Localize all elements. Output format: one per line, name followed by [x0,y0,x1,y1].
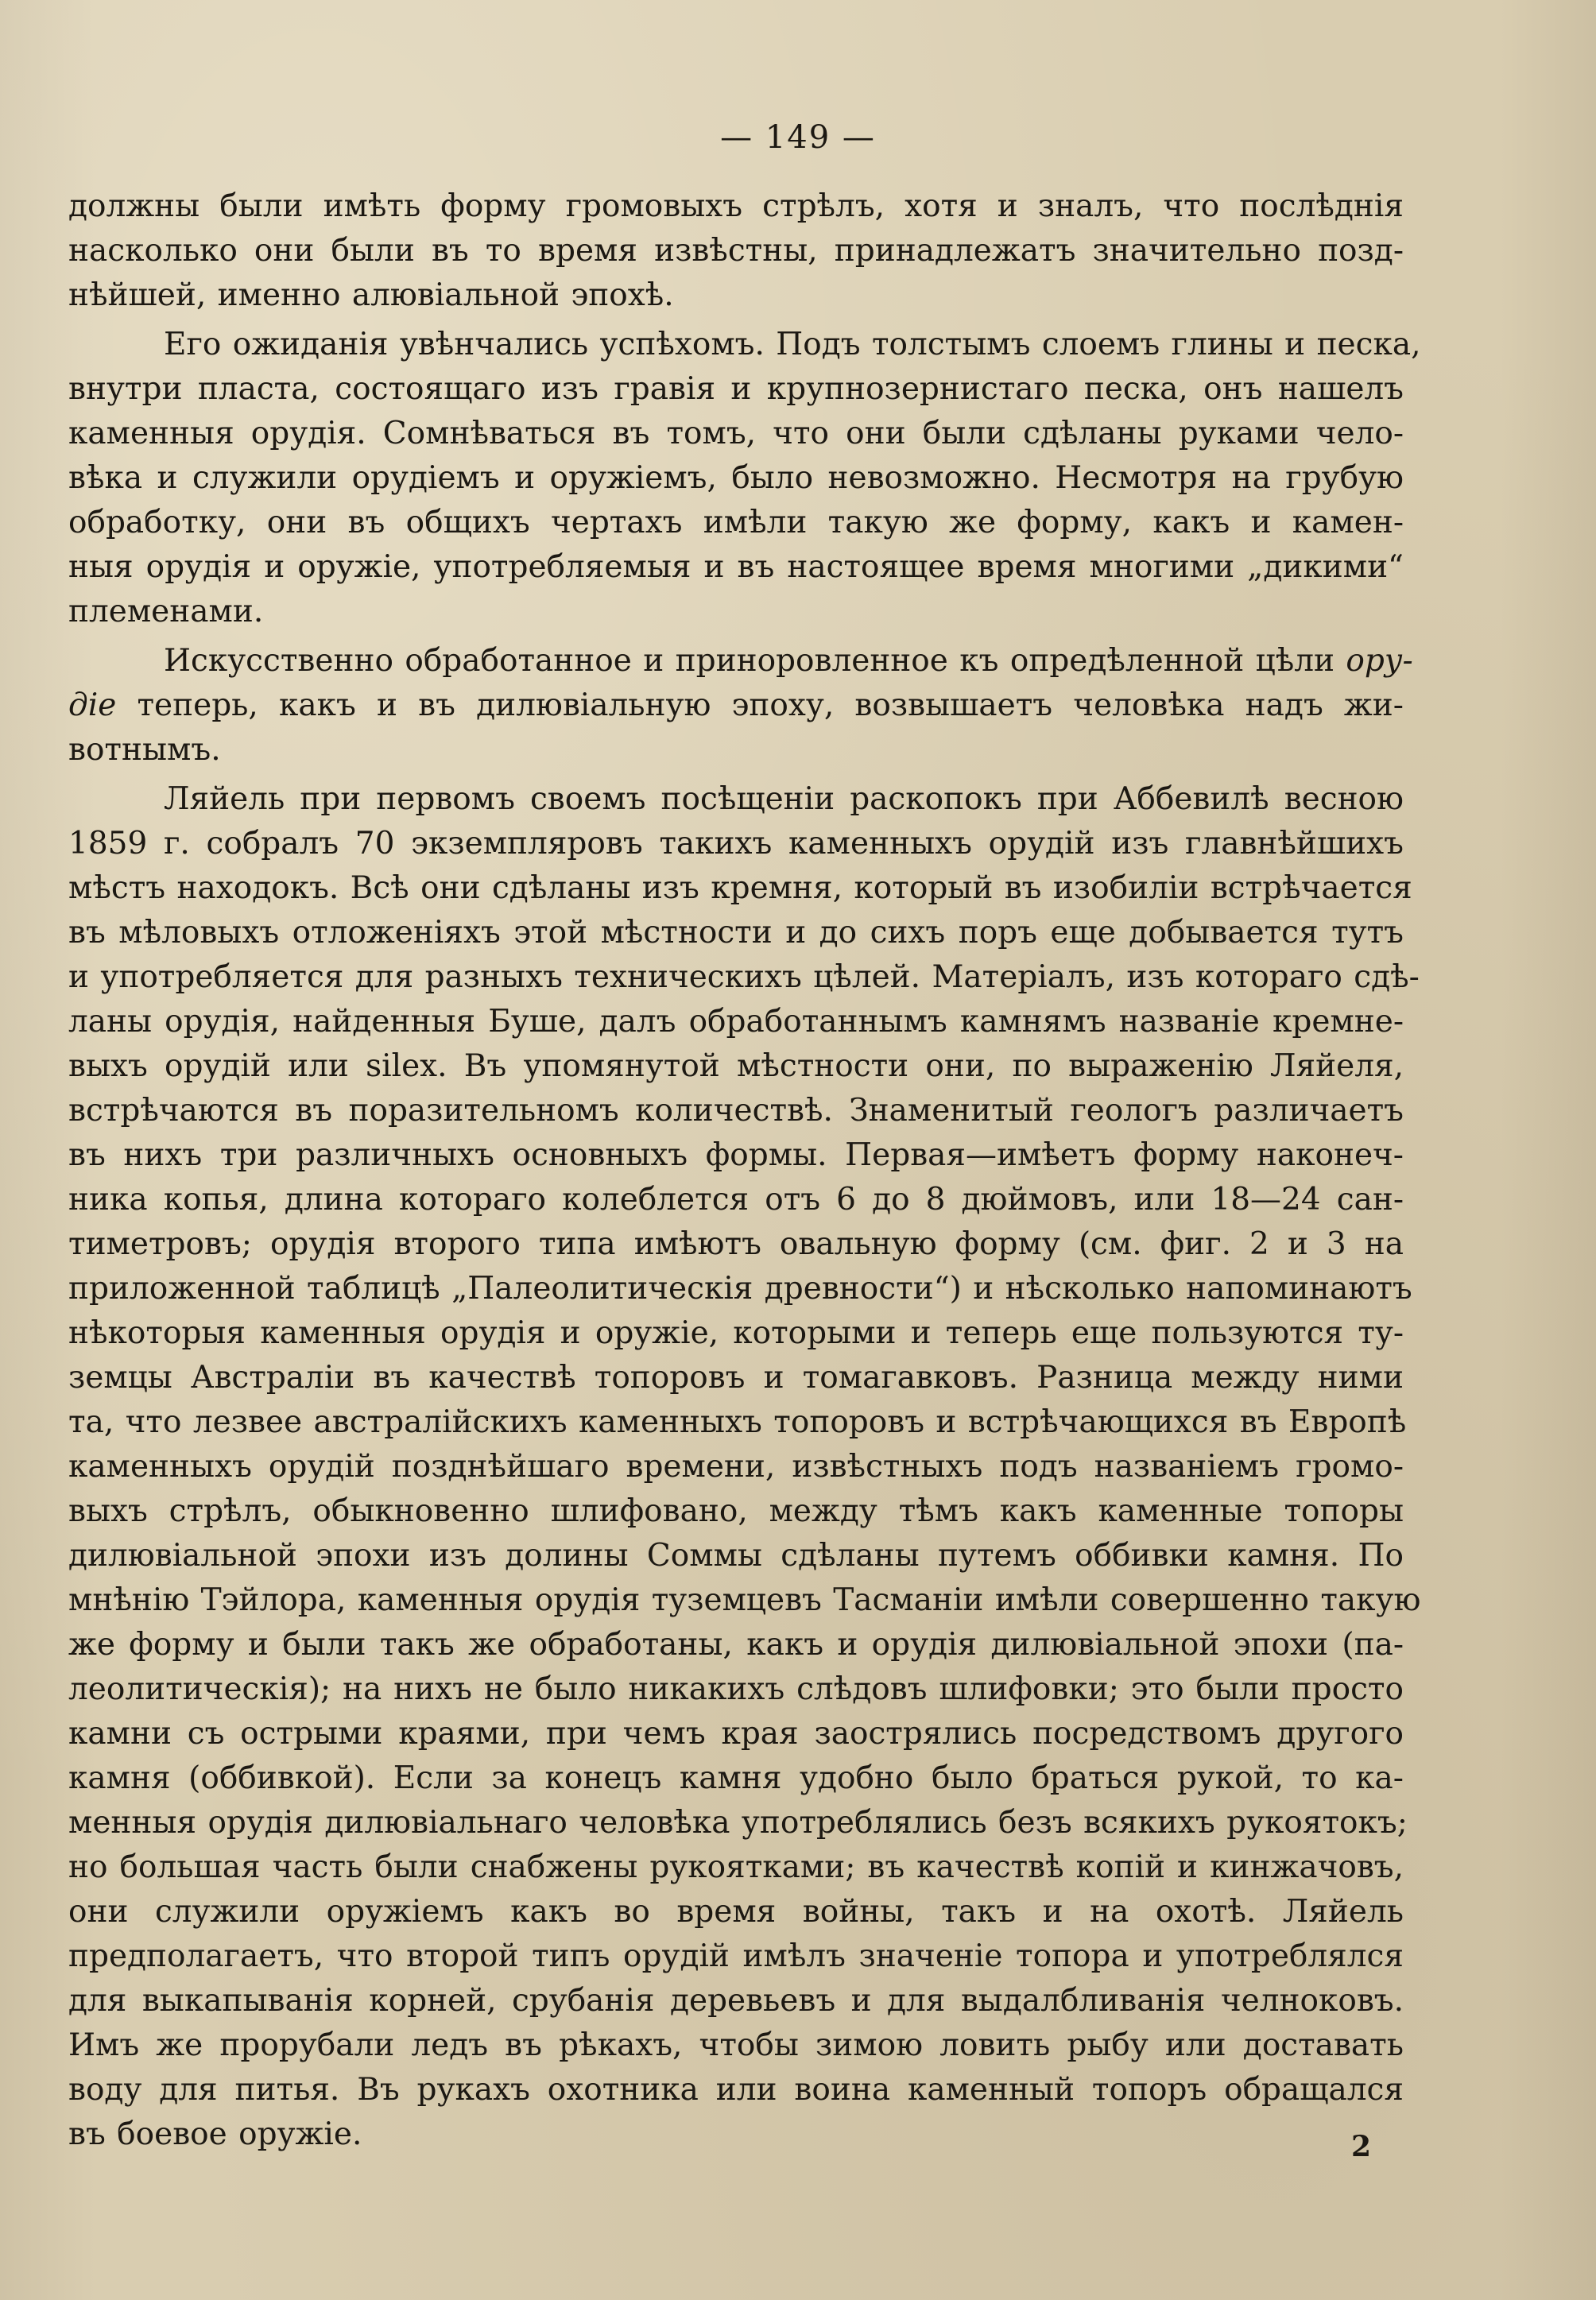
text-line: обработку, они въ общихъ чертахъ имѣли такую же форму, какъ и камен- [68,505,1404,540]
paragraph-4 [68,777,1421,2157]
text-line: нѣйшей, именно алювіальной эпохѣ. [68,277,674,313]
text-line [68,683,1404,728]
text-line: камни съ острыми краями, при чемъ края заострялись посредствомъ другого [68,1716,1404,1752]
text-line: ланы орудія, найденныя Буше, далъ обработаннымъ камнямъ названіе кремне- [68,1004,1404,1040]
text-line: нѣкоторыя каменныя орудія и оружіе, которыми и теперь еще пользуются ту- [68,1315,1404,1351]
text-line: мнѣнію Тэйлора, каменныя орудія туземцевъ Тасманіи имѣли совершенно такую [68,1582,1421,1618]
text-line: въ мѣловыхъ отложеніяхъ этой мѣстности и до сихъ поръ еще добывается тутъ [68,915,1404,951]
text-run: теперь, какъ и въ дилювіальную эпоху, возвышаетъ человѣка надъ жи- [137,687,1404,723]
text-line: выхъ стрѣлъ, обыкновенно шлифовано, между тѣмъ какъ каменные топоры [68,1493,1404,1529]
text-line: ника копья, длина котораго колеблется отъ 6 до 8 дюймовъ, или 18—24 сан- [68,1182,1404,1218]
text-line: предполагаетъ, что второй типъ орудій имѣлъ значеніе топора и употреблялся [68,1938,1404,1974]
text-line: насколько они были въ то время извѣстны, принадлежатъ значительно позд- [68,233,1404,269]
paragraph-3 [68,639,1413,772]
text-line: Его ожиданія увѣнчались успѣхомъ. Подъ толстымъ слоемъ глины и песка, [164,327,1421,362]
text-line: земцы Австраліи въ качествѣ топоровъ и томагавковъ. Разница между ними [68,1360,1404,1396]
italic-word: діе [68,687,117,723]
text-line: они служили оружіемъ какъ во время войны, такъ и на охотѣ. Ляйель [68,1894,1404,1930]
paragraph-1 [68,184,1404,318]
text-line: должны были имѣть форму громовыхъ стрѣлъ, хотя и зналъ, что послѣднія [68,188,1404,224]
text-line: Имъ же прорубали ледъ въ рѣкахъ, чтобы зимою ловить рыбу или доставать [68,2027,1404,2063]
text-line: 1859 г. собралъ 70 экземпляровъ такихъ каменныхъ орудій изъ главнѣйшихъ [68,826,1404,862]
text-line: но большая часть были снабжены рукоятками; въ качествѣ копій и кинжачовъ, [68,1849,1404,1885]
text-line: леолитическія); на нихъ не было никакихъ слѣдовъ шлифовки; это были просто [68,1671,1404,1707]
paragraph-2 [68,323,1421,634]
text-line: мѣстъ находокъ. Всѣ они сдѣланы изъ кремня, который въ изобиліи встрѣчается [68,870,1412,906]
text-line: племенами. [68,594,264,629]
text-line: приложенной таблицѣ „Палеолитическія древности“) и нѣсколько напоминаютъ [68,1271,1412,1307]
text-line: внутри пласта, состоящаго изъ гравія и крупнозернистаго песка, онъ нашелъ [68,371,1404,407]
page-number: — 149 — [720,119,876,156]
printer-signature-mark: 2 [1351,2130,1372,2163]
text-line: встрѣчаются въ поразительномъ количествѣ. Знаменитый геологъ различаетъ [68,1093,1404,1129]
text-line: каменныхъ орудій позднѣйшаго времени, извѣстныхъ подъ названіемъ громо- [68,1449,1404,1485]
body-text [68,184,1421,2162]
text-line: тиметровъ; орудія второго типа имѣютъ овальную форму (см. фиг. 2 и 3 на [68,1226,1404,1262]
text-line: вотнымъ. [68,732,221,768]
text-line: воду для питья. Въ рукахъ охотника или воина каменный топоръ обращался [68,2072,1404,2108]
text-line: выхъ орудій или silex. Въ упомянутой мѣстности они, по выраженію Ляйеля, [68,1048,1404,1084]
text-line: и употребляется для разныхъ техническихъ цѣлей. Матеріалъ, изъ котораго сдѣ- [68,959,1420,995]
italic-word: ору- [1346,643,1413,679]
text-line: та, что лезвее австралійскихъ каменныхъ топоровъ и встрѣчающихся въ Европѣ [68,1404,1407,1440]
text-line: въ нихъ три различныхъ основныхъ формы. Первая—имѣетъ форму наконеч- [68,1137,1404,1173]
text-line: дилювіальной эпохи изъ долины Соммы сдѣланы путемъ оббивки камня. По [68,1538,1404,1574]
text-line: для выкапыванія корней, срубанія деревьевъ и для выдалбливанія челноковъ. [68,1983,1404,2019]
text-line: менныя орудія дилювіальнаго человѣка употреблялись безъ всякихъ рукоятокъ; [68,1805,1408,1841]
text-line: ныя орудія и оружіе, употребляемыя и въ настоящее время многими „дикими“ [68,549,1404,585]
text-line: въ боевое оружіе. [68,2116,362,2152]
text-line: же форму и были такъ же обработаны, какъ и орудія дилювіальной эпохи (па- [68,1627,1404,1663]
text-run: Искусственно обработанное и приноровленное къ опредѣленной цѣли [164,643,1335,679]
text-line: вѣка и служили орудіемъ и оружіемъ, было невозможно. Несмотря на грубую [68,460,1404,496]
text-line: камня (оббивкой). Если за конецъ камня удобно было браться рукой, то ка- [68,1760,1404,1796]
text-line: Ляйель при первомъ своемъ посѣщеніи раскопокъ при Аббевилѣ весною [164,781,1404,817]
text-line [68,639,1413,683]
text-line: каменныя орудія. Сомнѣваться въ томъ, что они были сдѣланы руками чело- [68,416,1404,451]
